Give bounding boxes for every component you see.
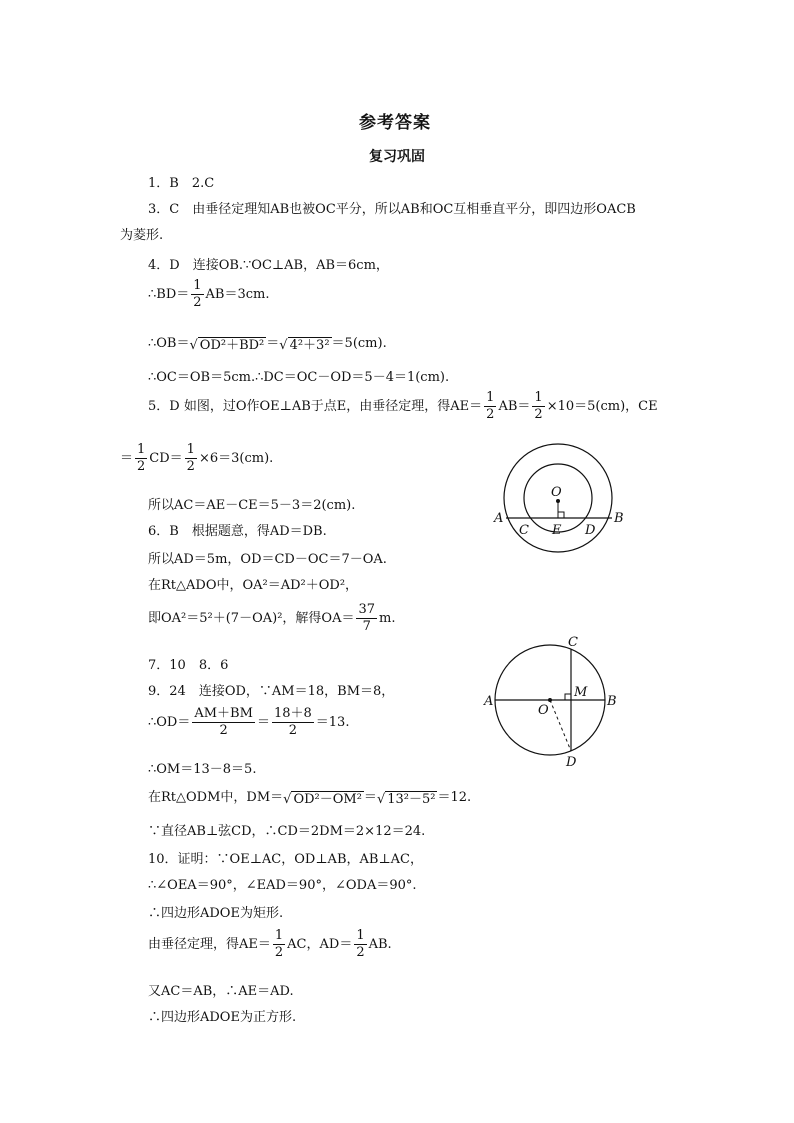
answer-line-fraction: ∴OD＝ $\frac{AM+BM}{2}$ ＝ $\frac{18+8}{2}$ ＝13. — [148, 706, 350, 738]
label-d: D — [585, 523, 596, 538]
answer-line: ∴OM＝13－8＝5. — [148, 762, 257, 777]
fraction: $\frac{18+8}{2}$ — [273, 706, 312, 738]
segment-od — [550, 700, 571, 751]
radical: √ 4²＋3² — [279, 338, 330, 353]
answer-line-fraction: 即OA²＝5²＋(7－OA)²，解得OA＝ $\frac{37}{7}$ m. — [148, 602, 396, 634]
fraction: $\frac{1}{2}$ — [137, 442, 146, 474]
answer-line-fraction: ∴BD＝ $\frac{1}{2}$ AB＝3cm. — [148, 278, 270, 310]
right-angle-mark — [565, 694, 571, 700]
label-b: B — [614, 511, 624, 526]
label-a: A — [494, 511, 504, 526]
answer-line: 7．10 8．6 — [148, 658, 229, 673]
fraction: $\frac{AM+BM}{2}$ — [194, 706, 253, 738]
label-b: B — [607, 694, 617, 709]
label-o: O — [538, 703, 549, 718]
circle-diameter-figure — [480, 630, 625, 780]
label-o: O — [551, 485, 562, 500]
fraction: $\frac{1}{2}$ — [193, 278, 202, 310]
fraction: $\frac{1}{2}$ — [534, 390, 543, 422]
answer-line: 9．24 连接OD，∵AM＝18，BM＝8， — [148, 684, 395, 699]
label-d: D — [566, 755, 577, 770]
answer-line: 6．B 根据题意，得AD＝DB. — [148, 524, 327, 539]
answer-line-fraction: ＝ $\frac{1}{2}$ CD＝ $\frac{1}{2}$ ×6＝3(cm). — [120, 442, 274, 474]
answer-line-radical: 在Rt△ODM中，DM＝√ OD²－OM² ＝√ 13²－5² ＝12. — [148, 790, 472, 807]
fraction: $\frac{1}{2}$ — [186, 442, 195, 474]
answer-line: ∵直径AB⊥弦CD，∴CD＝2DM＝2×12＝24. — [148, 824, 426, 839]
radical: √ 13²－5² — [376, 792, 436, 807]
answer-line: 3．C 由垂径定理知AB也被OC平分，所以AB和OC互相垂直平分，即四边形OACB — [148, 202, 636, 217]
answer-line: ∴OC＝OB＝5cm.∴DC＝OC－OD＝5－4＝1(cm). — [148, 370, 450, 385]
fraction: $\frac{1}{2}$ — [356, 928, 365, 960]
answer-line: ∴四边形ADOE为正方形. — [148, 1010, 297, 1025]
concentric-circles-figure — [490, 440, 630, 560]
answer-line: 为菱形. — [120, 228, 164, 243]
answer-line: 1．B 2.C — [148, 176, 215, 191]
answer-line: 所以AD＝5m，OD＝CD－OC＝7－OA. — [148, 552, 387, 567]
right-angle-mark — [558, 512, 564, 518]
label-a: A — [484, 694, 494, 709]
radical: √ OD²－OM² — [283, 792, 362, 807]
label-m: M — [574, 685, 588, 700]
fraction: $\frac{1}{2}$ — [486, 390, 495, 422]
answer-line-fraction: 5．D 如图，过O作OE⊥AB于点E，由垂径定理，得AE＝ $\frac{1}{2}$ AB＝ $\frac{1}{2}$ ×10＝5(cm)，CE — [148, 390, 658, 422]
answer-line: 10．证明：∵OE⊥AC，OD⊥AB，AB⊥AC， — [148, 852, 423, 867]
page-title: 参考答案 — [359, 113, 431, 133]
answer-line: 所以AC＝AE－CE＝5－3＝2(cm). — [148, 498, 356, 513]
answer-line: 4．D 连接OB.∵OC⊥AB，AB＝6cm， — [148, 258, 389, 273]
fraction: $\frac{37}{7}$ — [358, 602, 376, 634]
label-c: C — [568, 635, 578, 650]
label-e: E — [552, 523, 562, 538]
answer-line-radical: ∴OB＝√ OD²＋BD² ＝√ 4²＋3² ＝5(cm). — [148, 336, 387, 353]
answer-line: ∴四边形ADOE为矩形. — [148, 906, 284, 921]
label-c: C — [519, 523, 529, 538]
answer-line: 又AC＝AB，∴AE＝AD. — [148, 984, 294, 999]
answer-line-fraction: 由垂径定理，得AE＝ $\frac{1}{2}$ AC，AD＝ $\frac{1}{2}$ AB. — [148, 928, 392, 960]
answer-line: 在Rt△ADO中，OA²＝AD²＋OD²， — [148, 578, 359, 593]
answer-line: ∴∠OEA＝90°，∠EAD＝90°，∠ODA＝90°. — [148, 878, 417, 893]
section-title: 复习巩固 — [369, 149, 425, 165]
center-point — [548, 698, 552, 702]
fraction: $\frac{1}{2}$ — [274, 928, 284, 960]
radical: √ OD²＋BD² — [189, 338, 265, 353]
